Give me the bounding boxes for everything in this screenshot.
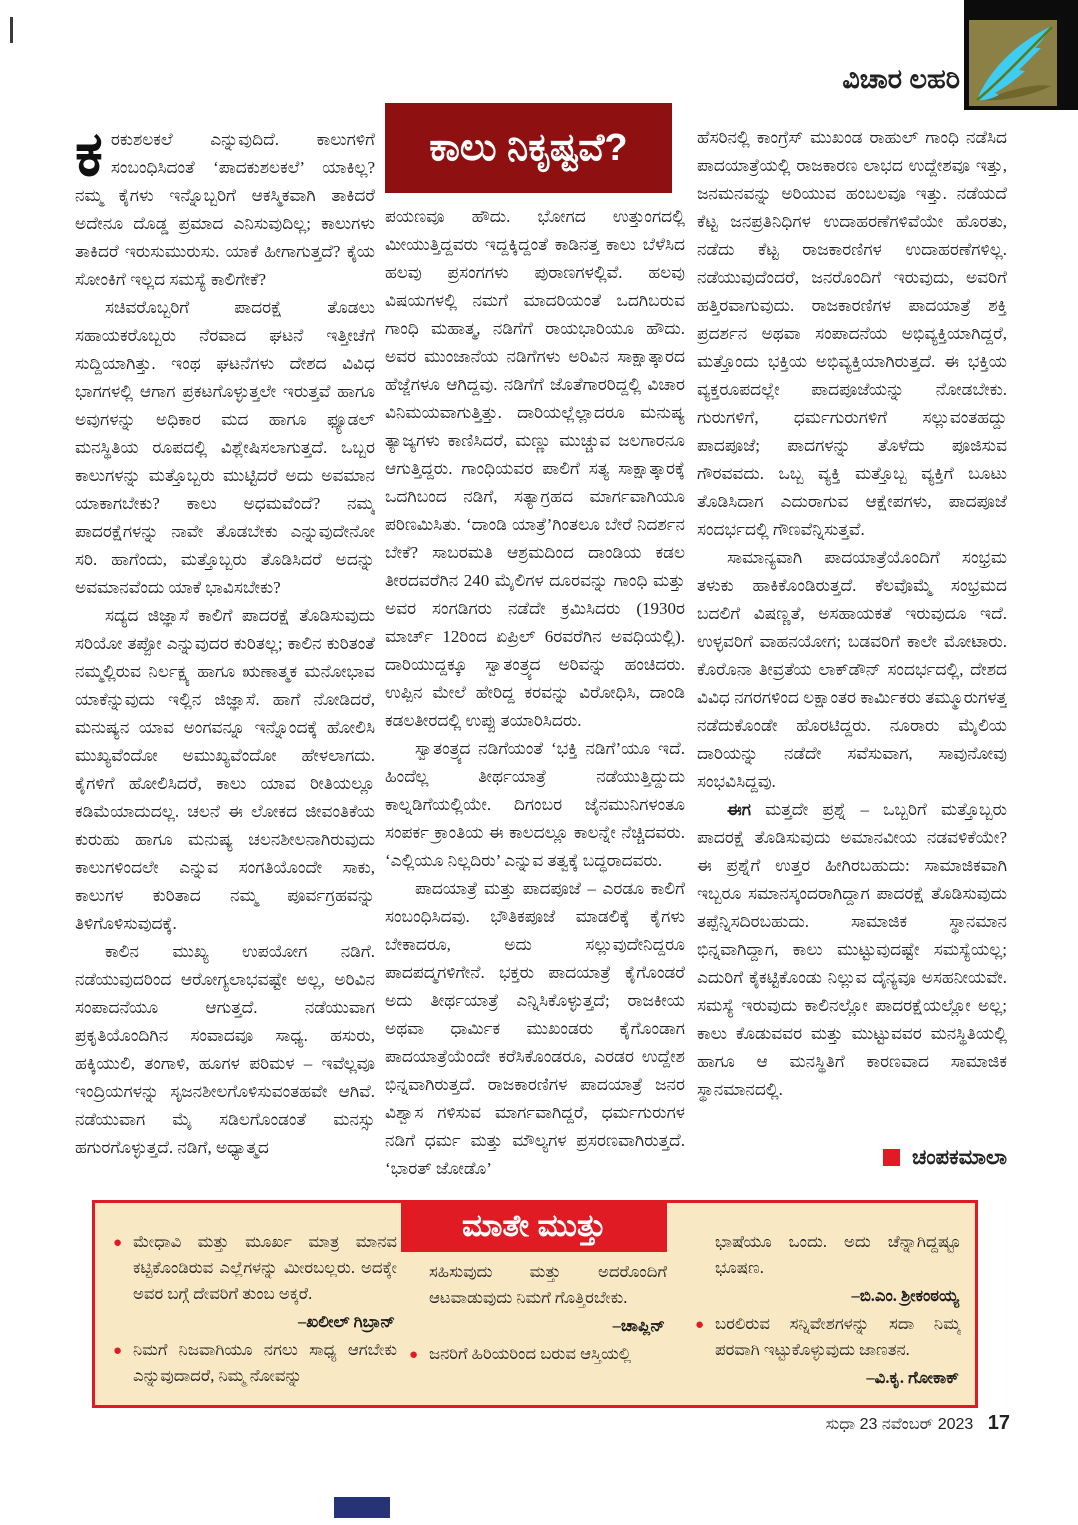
- drop-cap: ಕ: [75, 126, 103, 189]
- article-paragraph: ಈಗ ಮತ್ತದೇ ಪ್ರಶ್ನೆ – ಒಬ್ಬರಿಗೆ ಮತ್ತೊಬ್ಬರು ಪಾದರಕ್ಷೆ ತೊಡಿಸುವುದು ಅಮಾನವೀಯ ನಡವಳಿಕೆಯೇ? ಈ ಪ್ರಶ್ನೆಗೆ ಉತ್ತರ ಹೀಗಿರಬಹುದು: ಸಾಮಾಜಿಕವಾಗಿ ಇಬ್ಬರೂ ಸಮಾನಸ್ಕಂದರಾಗಿದ್ದಾಗ ಪಾದರಕ್ಷೆ ತೊಡಿಸುವುದು ತಪ್ಪೆನ್ನಿಸದಿರಬಹುದು. ಸಾಮಾಜಿಕ ಸ್ಥಾನಮಾನ ಭಿನ್ನವಾಗಿದ್ದಾಗ, ಕಾಲು ಮುಟ್ಟುವುದಷ್ಟೇ ಸಮಸ್ಯೆಯಲ್ಲ; ಎದುರಿಗೆ ಕೈಕಟ್ಟಿಕೊಂಡು ನಿಲ್ಲುವ ದೈನ್ಯವೂ ಅಸಹನೀಯವೇ. ಸಮಸ್ಯೆ ಇರುವುದು ಕಾಲಿನಲ್ಲೋ ಪಾದರಕ್ಷೆಯಲ್ಲೋ ಅಲ್ಲ; ಕಾಲು ಕೊಡುವವರ ಮತ್ತು ಮುಟ್ಟುವವರ ಮನಸ್ಥಿತಿಯಲ್ಲಿ ಹಾಗೂ ಆ ಮನಸ್ಥಿತಿಗೆ ಕಾರಣವಾದ ಸಾಮಾಜಿಕ ಸ್ಥಾನಮಾನದಲ್ಲಿ.: [697, 800, 1007, 1099]
- article-paragraph: ಪಾದಯಾತ್ರೆ ಮತ್ತು ಪಾದಪೂಜೆ – ಎರಡೂ ಕಾಲಿಗೆ ಸಂಬಂಧಿಸಿದವು. ಭೌತಿಕಪೂಜೆ ಮಾಡಲಿಕ್ಕೆ ಕೈಗಳು ಬೇಕಾದರೂ, ಅದು ಸಲ್ಲುವುದೇನಿದ್ದರೂ ಪಾದಪದ್ಮಗಳಿಗೇನೆ. ಭಕ್ತರು ಪಾದಯಾತ್ರೆ ಕೈಗೊಂಡರೆ ಅದು ತೀರ್ಥಯಾತ್ರೆ ಎನ್ನಿಸಿಕೊಳ್ಳುತ್ತದೆ; ರಾಜಕೀಯ ಅಥವಾ ಧಾರ್ಮಿಕ ಮುಖಂಡರು ಕೈಗೊಂಡಾಗ ಪಾದಯಾತ್ರೆಯೆಂದೇ ಕರೆಸಿಕೊಂಡರೂ, ಎರಡರ ಉದ್ದೇಶ ಭಿನ್ನವಾಗಿರುತ್ತದೆ. ರಾಜಕಾರಣಿಗಳ ಪಾದಯಾತ್ರೆ ಜನರ ವಿಶ್ವಾಸ ಗಳಿಸುವ ಮಾರ್ಗವಾಗಿದ್ದರೆ, ಧರ್ಮಗುರುಗಳ ನಡಿಗೆ ಧರ್ಮ ಮತ್ತು ಮೌಲ್ಯಗಳ ಪ್ರಸರಣವಾಗಿರುತ್ತದೆ. ‘ಭಾರತ್ ಜೋಡೊ’: [385, 879, 685, 1178]
- paragraph-lead: ಈಗ: [727, 800, 766, 819]
- quotes-column-2: [409, 1259, 667, 1397]
- quote-item: ● ನಿಮಗೆ ನಿಜವಾಗಿಯೂ ನಗಲು ಸಾಧ್ಯ ಆಗಬೇಕು ಎನ್ನುವುದಾದರೆ, ನಿಮ್ಮ ನೋವನ್ನು: [113, 1340, 397, 1385]
- bullet-icon: ●: [409, 1347, 419, 1363]
- quote-author: –ಚಾಪ್ಲಿನ್: [612, 1316, 665, 1335]
- feather-quill-icon: [969, 93, 1057, 110]
- page-footer: [610, 1412, 1010, 1435]
- author-byline: [697, 1146, 1007, 1170]
- bullet-icon: ●: [113, 1343, 123, 1359]
- bullet-icon: ●: [113, 1235, 123, 1251]
- article-paragraph: ಕರಕುಶಲಕಲೆ ಎನ್ನುವುದಿದೆ. ಕಾಲುಗಳಿಗೆ ಸಂಬಂಧಿಸಿದಂತೆ ‘ಪಾದಕುಶಲಕಲೆ’ ಯಾಕಿಲ್ಲ? ನಮ್ಮ ಕೈಗಳು ಇನ್ನೊಬ್ಬರಿಗೆ ಆಕಸ್ಮಿಕವಾಗಿ ತಾಕಿದರೆ ಅದೇನೂ ದೊಡ್ಡ ಪ್ರಮಾದ ಎನಿಸುವುದಿಲ್ಲ; ಕಾಲುಗಳು ತಾಕಿದರೆ ಇರುಸುಮುರುಸು. ಯಾಕೆ ಹೀಗಾಗುತ್ತದೆ? ಕೈಯ ಸೋಂಕಿಗೆ ಇಲ್ಲದ ಸಮಸ್ಯೆ ಕಾಲಿಗೇಕೆ?: [75, 126, 375, 289]
- author-name: ಚಂಪಕಮಾಲಾ: [912, 1146, 1007, 1169]
- quill-logo-tile: [969, 20, 1057, 106]
- article-paragraph: ಪಯಣವೂ ಹೌದು. ಭೋಗದ ಉತ್ತುಂಗದಲ್ಲಿ ಮೀಯುತ್ತಿದ್ದವರು ಇದ್ದಕ್ಕಿದ್ದಂತೆ ಕಾಡಿನತ್ತ ಕಾಲು ಬೆಳೆಸಿದ ಹಲವು ಪ್ರಸಂಗಗಳು ಪುರಾಣಗಳಲ್ಲಿವೆ. ಹಲವು ವಿಷಯಗಳಲ್ಲಿ ನಮಗೆ ಮಾದರಿಯಂತೆ ಒದಗಿಬರುವ ಗಾಂಧಿ ಮಹಾತ್ಮ, ನಡಿಗೆಗೆ ರಾಯಭಾರಿಯೂ ಹೌದು. ಅವರ ಮುಂಜಾನೆಯ ನಡಿಗೆಗಳು ಅರಿವಿನ ಸಾಕ್ಷಾತ್ಕಾರದ ಹೆಜ್ಜೆಗಳೂ ಆಗಿದ್ದವು. ನಡಿಗೆಗೆ ಜೊತೆಗಾರರಿದ್ದಲ್ಲಿ ವಿಚಾರ ವಿನಿಮಯವಾಗುತ್ತಿತ್ತು. ದಾರಿಯಲ್ಲೆಲ್ಲಾದರೂ ಮನುಷ್ಯ ತ್ಯಾಜ್ಯಗಳು ಕಾಣಿಸಿದರೆ, ಮಣ್ಣು ಮುಚ್ಚುವ ಜಲಗಾರನೂ ಆಗುತ್ತಿದ್ದರು. ಗಾಂಧಿಯವರ ಪಾಲಿಗೆ ಸತ್ಯ ಸಾಕ್ಷಾತ್ಕಾರಕ್ಕೆ ಒದಗಿಬಂದ ನಡಿಗೆ, ಸತ್ಯಾಗ್ರಹದ ಮಾರ್ಗವಾಗಿಯೂ ಪರಿಣಮಿಸಿತು. ‘ದಾಂಡಿ ಯಾತ್ರೆ’ಗಿಂತಲೂ ಬೇರೆ ನಿದರ್ಶನ ಬೇಕೆ? ಸಾಬರಮತಿ ಆಶ್ರಮದಿಂದ ದಾಂಡಿಯ ಕಡಲ ತೀರದವರೆಗಿನ 240 ಮೈಲಿಗಳ ದೂರವನ್ನು ಗಾಂಧಿ ಮತ್ತು ಅವರ ಸಂಗಡಿಗರು ನಡೆದೇ ಕ್ರಮಿಸಿದರು (1930ರ ಮಾರ್ಚ್ 12ರಿಂದ ಏಪ್ರಿಲ್ 6ರವರೆಗಿನ ಅವಧಿಯಲ್ಲಿ). ದಾರಿಯುದ್ದಕ್ಕೂ ಸ್ವಾತಂತ್ರ್ಯದ ಅರಿವನ್ನು ಹಂಚಿದರು. ಉಪ್ಪಿನ ಮೇಲೆ ಹೇರಿದ್ದ ಕರವನ್ನು ವಿರೋಧಿಸಿ, ದಾಂಡಿ ಕಡಲತೀರದಲ್ಲಿ ಉಪ್ಪು ತಯಾರಿಸಿದರು.: [385, 207, 685, 730]
- print-registration-mark: [334, 1497, 390, 1518]
- quotes-box: [92, 1200, 978, 1408]
- article-paragraph: ಹೆಸರಿನಲ್ಲಿ ಕಾಂಗ್ರೆಸ್ ಮುಖಂಡ ರಾಹುಲ್ ಗಾಂಧಿ ನಡೆಸಿದ ಪಾದಯಾತ್ರೆಯಲ್ಲಿ ರಾಜಕಾರಣ ಲಾಭದ ಉದ್ದೇಶವೂ ಇತ್ತು, ಜನಮನವನ್ನು ಅರಿಯುವ ಹಂಬಲವೂ ಇತ್ತು. ನಡೆಯದೆ ಕೆಟ್ಟ ಜನಪ್ರತಿನಿಧಿಗಳ ಉದಾಹರಣೆಗಳಿವೆಯೇ ಹೊರತು, ನಡೆದು ಕೆಟ್ಟ ರಾಜಕಾರಣಿಗಳ ಉದಾಹರಣೆಗಳಿಲ್ಲ. ನಡೆಯುವುದೆಂದರೆ, ಜನರೊಂದಿಗೆ ಇರುವುದು, ಅವರಿಗೆ ಹತ್ತಿರವಾಗುವುದು. ರಾಜಕಾರಣಿಗಳ ಪಾದಯಾತ್ರೆ ಶಕ್ತಿ ಪ್ರದರ್ಶನ ಅಥವಾ ಸಂಪಾದನೆಯ ಅಭಿವ್ಯಕ್ತಿಯಾಗಿದ್ದರೆ, ಮತ್ತೊಂದು ಭಕ್ತಿಯ ಅಭಿವ್ಯಕ್ತಿಯಾಗಿರುತ್ತದೆ. ಈ ಭಕ್ತಿಯ ವ್ಯಕ್ತರೂಪದಲ್ಲೇ ಪಾದಪೂಜೆಯನ್ನು ನೋಡಬೇಕು. ಗುರುಗಳಿಗೆ, ಧರ್ಮಗುರುಗಳಿಗೆ ಸಲ್ಲುವಂತಹದ್ದು ಪಾದಪೂಜೆ; ಪಾದಗಳನ್ನು ತೊಳೆದು ಪೂಜಿಸುವ ಗೌರವವದು. ಒಬ್ಬ ವ್ಯಕ್ತಿ ಮತ್ತೊಬ್ಬ ವ್ಯಕ್ತಿಗೆ ಬೂಟು ತೊಡಿಸಿದಾಗ ಎದುರಾಗುವ ಆಕ್ಷೇಪಗಳು, ಪಾದಪೂಜೆ ಸಂದರ್ಭದಲ್ಲಿ ಗೌಣವೆನ್ನಿಸುತ್ತವೆ.: [697, 128, 1007, 539]
- quote-item: ● ಮೇಧಾವಿ ಮತ್ತು ಮೂರ್ಖ ಮಾತ್ರ ಮಾನವ ಕಟ್ಟಿಕೊಂಡಿರುವ ಎಲ್ಲೆಗಳನ್ನು ಮೀರಬಲ್ಲರು. ಅದಕ್ಕೇ ಅವರ ಬಗ್ಗೆ ದೇವರಿಗೆ ತುಂಬ ಅಕ್ಕರೆ.: [113, 1232, 397, 1303]
- magazine-name: ಸುಧಾ: [825, 1416, 856, 1433]
- article-column-1: [75, 126, 375, 1188]
- bullet-icon: ●: [695, 1317, 705, 1333]
- quote-item: ● ಬರಲಿರುವ ಸನ್ನಿವೇಶಗಳನ್ನು ಸದಾ ನಿಮ್ಮ ಪರವಾಗಿ ಇಟ್ಟುಕೊಳ್ಳುವುದು ಜಾಣತನ.: [695, 1314, 961, 1359]
- article-paragraph: ಸಚಿವರೊಬ್ಬರಿಗೆ ಪಾದರಕ್ಷೆ ತೊಡಲು ಸಹಾಯಕರೊಬ್ಬರು ನೆರವಾದ ಘಟನೆ ಇತ್ತೀಚೆಗೆ ಸುದ್ದಿಯಾಗಿತ್ತು. ಇಂಥ ಘಟನೆಗಳು ದೇಶದ ವಿವಿಧ ಭಾಗಗಳಲ್ಲಿ ಆಗಾಗ ಪ್ರಕಟಗೊಳ್ಳುತ್ತಲೇ ಇರುತ್ತವೆ ಹಾಗೂ ಅವುಗಳನ್ನು ಅಧಿಕಾರ ಮದ ಹಾಗೂ ಫ್ಯೂಡಲ್ ಮನಸ್ಥಿತಿಯ ರೂಪದಲ್ಲಿ ವಿಶ್ಲೇಷಿಸಲಾಗುತ್ತದೆ. ಒಬ್ಬರ ಕಾಲುಗಳನ್ನು ಮತ್ತೊಬ್ಬರು ಮುಟ್ಟಿದರೆ ಅದು ಅವಮಾನ ಯಾಕಾಗಬೇಕು? ಕಾಲು ಅಧಮವೆಂದೆ? ನಮ್ಮ ಪಾದರಕ್ಷೆಗಳನ್ನು ನಾವೇ ತೊಡಬೇಕು ಎನ್ನುವುದೇನೋ ಸರಿ. ಹಾಗೆಂದು, ಮತ್ತೊಬ್ಬರು ತೊಡಿಸಿದರೆ ಅದನ್ನು ಅವಮಾನವೆಂದು ಯಾಕೆ ಭಾವಿಸಬೇಕು?: [75, 298, 375, 597]
- article-column-3: [697, 124, 1007, 1140]
- section-title: ವಿಚಾರ ಲಹರಿ: [842, 64, 960, 94]
- issue-date: 23 ನವೆಂಬರ್ 2023: [859, 1416, 974, 1433]
- quote-author: –ವಿ.ಕೃ. ಗೋಕಾಕ್: [866, 1368, 959, 1387]
- page-number: 17: [987, 1412, 1010, 1434]
- quotes-column-1: [113, 1229, 397, 1397]
- article-paragraph: ಕಾಲಿನ ಮುಖ್ಯ ಉಪಯೋಗ ನಡಿಗೆ. ನಡೆಯುವುದರಿಂದ ಆರೋಗ್ಯಲಾಭವಷ್ಟೇ ಅಲ್ಲ, ಅರಿವಿನ ಸಂಪಾದನೆಯೂ ಆಗುತ್ತದೆ. ನಡೆಯುವಾಗ ಪ್ರಕೃತಿಯೊಂದಿಗಿನ ಸಂವಾದವೂ ಸಾಧ್ಯ. ಹಸುರು, ಹಕ್ಕಿಯುಲಿ, ತಂಗಾಳಿ, ಹೂಗಳ ಪರಿಮಳ – ಇವೆಲ್ಲವೂ ಇಂದ್ರಿಯಗಳನ್ನು ಸೃಜನಶೀಲಗೊಳಿಸುವಂತಹವೇ ಆಗಿವೆ. ನಡೆಯುವಾಗ ಮೈ ಸಡಿಲಗೊಂಡಂತೆ ಮನಸ್ಸು ಹಗುರಗೊಳ್ಳುತ್ತದೆ. ನಡಿಗೆ, ಅಧ್ಯಾತ್ಮದ: [75, 942, 375, 1157]
- crop-mark-top-left: [10, 17, 13, 43]
- article-paragraph: ಸಾಮಾನ್ಯವಾಗಿ ಪಾದಯಾತ್ರೆಯೊಂದಿಗೆ ಸಂಭ್ರಮ ತಳುಕು ಹಾಕಿಕೊಂಡಿರುತ್ತದೆ. ಕೆಲವೊಮ್ಮೆ ಸಂಭ್ರಮದ ಬದಲಿಗೆ ವಿಷಣ್ಣತೆ, ಅಸಹಾಯಕತೆ ಇರುವುದೂ ಇದೆ. ಉಳ್ಳವರಿಗೆ ವಾಹನಯೋಗ; ಬಡವರಿಗೆ ಕಾಲೇ ಮೋಟಾರು. ಕೊರೊನಾ ತೀವ್ರತೆಯ ಲಾಕ್‌ಡೌನ್ ಸಂದರ್ಭದಲ್ಲಿ, ದೇಶದ ವಿವಿಧ ನಗರಗಳಿಂದ ಲಕ್ಷಾಂತರ ಕಾರ್ಮಿಕರು ತಮ್ಮೂರುಗಳತ್ತ ನಡೆದುಕೊಂಡೇ ಹೊರಟಿದ್ದರು. ನೂರಾರು ಮೈಲಿಯ ದಾರಿಯನ್ನು ನಡೆದೇ ಸವೆಸುವಾಗ, ಸಾವುನೋವು ಸಂಭವಿಸಿದ್ದವು.: [697, 548, 1007, 791]
- section-logo: [964, 0, 1078, 110]
- article-paragraph: ಸ್ವಾತಂತ್ರ್ಯದ ನಡಿಗೆಯಂತೆ ‘ಭಕ್ತಿ ನಡಿಗೆ’ಯೂ ಇದೆ. ಹಿಂದೆಲ್ಲ ತೀರ್ಥಯಾತ್ರೆ ನಡೆಯುತ್ತಿದ್ದುದು ಕಾಲ್ನಡಿಗೆಯಲ್ಲಿಯೇ. ದಿಗಂಬರ ಜೈನಮುನಿಗಳಂತೂ ಸಂಪರ್ಕ ಕ್ರಾಂತಿಯ ಈ ಕಾಲದಲ್ಲೂ ಕಾಲನ್ನೇ ನೆಚ್ಚಿದವರು. ‘ಎಲ್ಲಿಯೂ ನಿಲ್ಲದಿರು’ ಎನ್ನುವ ತತ್ವಕ್ಕೆ ಬದ್ಧರಾದವರು.: [385, 739, 685, 870]
- quote-item: ಸಹಿಸುವುದು ಮತ್ತು ಅದರೊಂದಿಗೆ ಆಟವಾಡುವುದು ನಿಮಗೆ ಗೊತ್ತಿರಬೇಕು.: [429, 1262, 667, 1307]
- article-column-2: [385, 203, 685, 1189]
- article-title: ಕಾಲು ನಿಕೃಷ್ಟವೆ?: [385, 103, 672, 193]
- quotes-column-3: [695, 1229, 961, 1397]
- quote-author: –ಬಿ.ಎಂ. ಶ್ರೀಕಂಠಯ್ಯ: [851, 1286, 959, 1305]
- byline-square-icon: [883, 1149, 900, 1166]
- quotes-box-title: ಮಾತೇ ಮುತ್ತು: [401, 1200, 667, 1252]
- article-paragraph: ಸದ್ಯದ ಜಿಜ್ಞಾಸೆ ಕಾಲಿಗೆ ಪಾದರಕ್ಷೆ ತೊಡಿಸುವುದು ಸರಿಯೋ ತಪ್ಪೋ ಎನ್ನುವುದರ ಕುರಿತಲ್ಲ; ಕಾಲಿನ ಕುರಿತಂತೆ ನಮ್ಮಲ್ಲಿರುವ ನಿರ್ಲಕ್ಷ್ಯ ಹಾಗೂ ಋಣಾತ್ಮಕ ಮನೋಭಾವ ಯಾಕೆನ್ನುವುದು ಇಲ್ಲಿನ ಜಿಜ್ಞಾಸೆ. ಹಾಗೆ ನೋಡಿದರೆ, ಮನುಷ್ಯನ ಯಾವ ಅಂಗವನ್ನೂ ಇನ್ನೊಂದಕ್ಕೆ ಹೋಲಿಸಿ ಮುಖ್ಯವೆಂದೋ ಅಮುಖ್ಯವೆಂದೋ ಹೇಳಲಾಗದು. ಕೈಗಳಿಗೆ ಹೋಲಿಸಿದರೆ, ಕಾಲು ಯಾವ ರೀತಿಯಲ್ಲೂ ಕಡಿಮೆಯಾದುದಲ್ಲ. ಚಲನೆ ಈ ಲೋಕದ ಜೀವಂತಿಕೆಯ ಕುರುಹು ಹಾಗೂ ಮನುಷ್ಯ ಚಲನಶೀಲನಾಗಿರುವುದು ಕಾಲುಗಳಿಂದಲೇ ಎನ್ನುವ ಸಂಗತಿಯೊಂದೇ ಸಾಕು, ಕಾಲುಗಳ ಕುರಿತಾದ ನಮ್ಮ ಪೂರ್ವಗ್ರಹವನ್ನು ತಿಳಿಗೊಳಿಸುವುದಕ್ಕೆ.: [75, 606, 375, 933]
- quote-item: ಭಾಷೆಯೂ ಒಂದು. ಅದು ಚೆನ್ನಾಗಿದ್ದಷ್ಟೂ ಭೂಷಣ.: [715, 1232, 961, 1277]
- quote-author: –ಖಲೀಲ್ ಗಿಬ್ರಾನ್: [297, 1312, 395, 1331]
- quote-item: ● ಜನರಿಗೆ ಹಿರಿಯರಿಂದ ಬರುವ ಆಸ್ತಿಯಲ್ಲಿ: [409, 1341, 667, 1367]
